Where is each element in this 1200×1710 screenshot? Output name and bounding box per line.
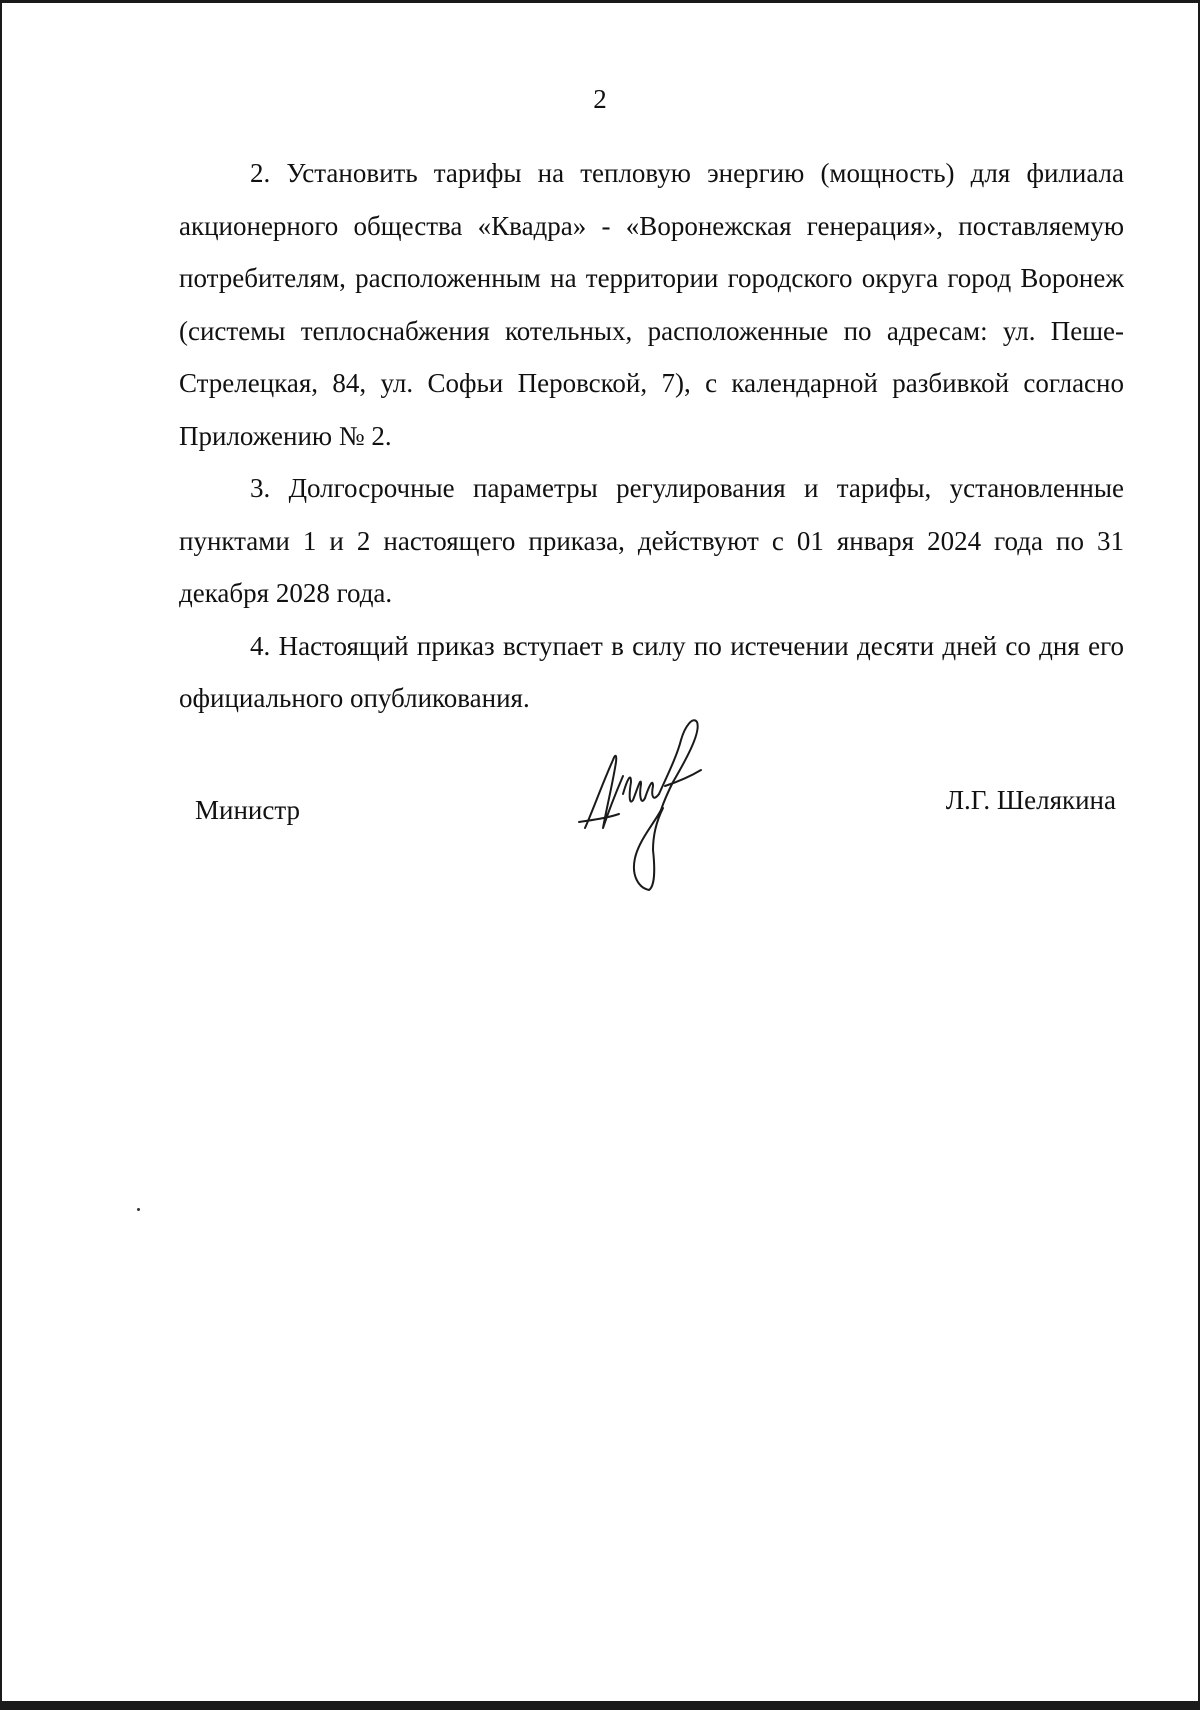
scan-border-left [0,0,2,1710]
paragraph-3: 3. Долгосрочные параметры регулирования и тарифы, установленные пунктами 1 и 2 настоящего приказа, действуют с 01 января 2024 года по 31 декабря 2028 года. [179,473,1124,608]
paragraph-4: 4. Настоящий приказ вступает в силу по истечении десяти дней со дня его официального опубликования. [179,630,1124,713]
paragraph-2: 2. Установить тарифы на тепловую энергию (мощность) для филиала акционерного общества «Квадра» - «Воронежская генерация», поставляемую потребителям, расположенным на территории городского округа город Воронеж (системы теплоснабжения котельных, расположенные по адресам: ул. Пеше-Стрелецкая, 84, ул. Софьи Перовской, 7), с календарной разбивкой согласно Приложению № 2. [179,158,1124,451]
signer-name: Л.Г. Шелякина [945,785,1116,815]
scan-border-bottom [0,1701,1200,1710]
document-body [179,147,1124,725]
page-number: 2 [593,84,607,114]
signer-title: Министр [195,795,300,825]
signature-block [179,710,1124,910]
handwritten-signature [569,710,739,910]
scan-speck [137,1208,140,1211]
scan-border-top [0,0,1200,3]
